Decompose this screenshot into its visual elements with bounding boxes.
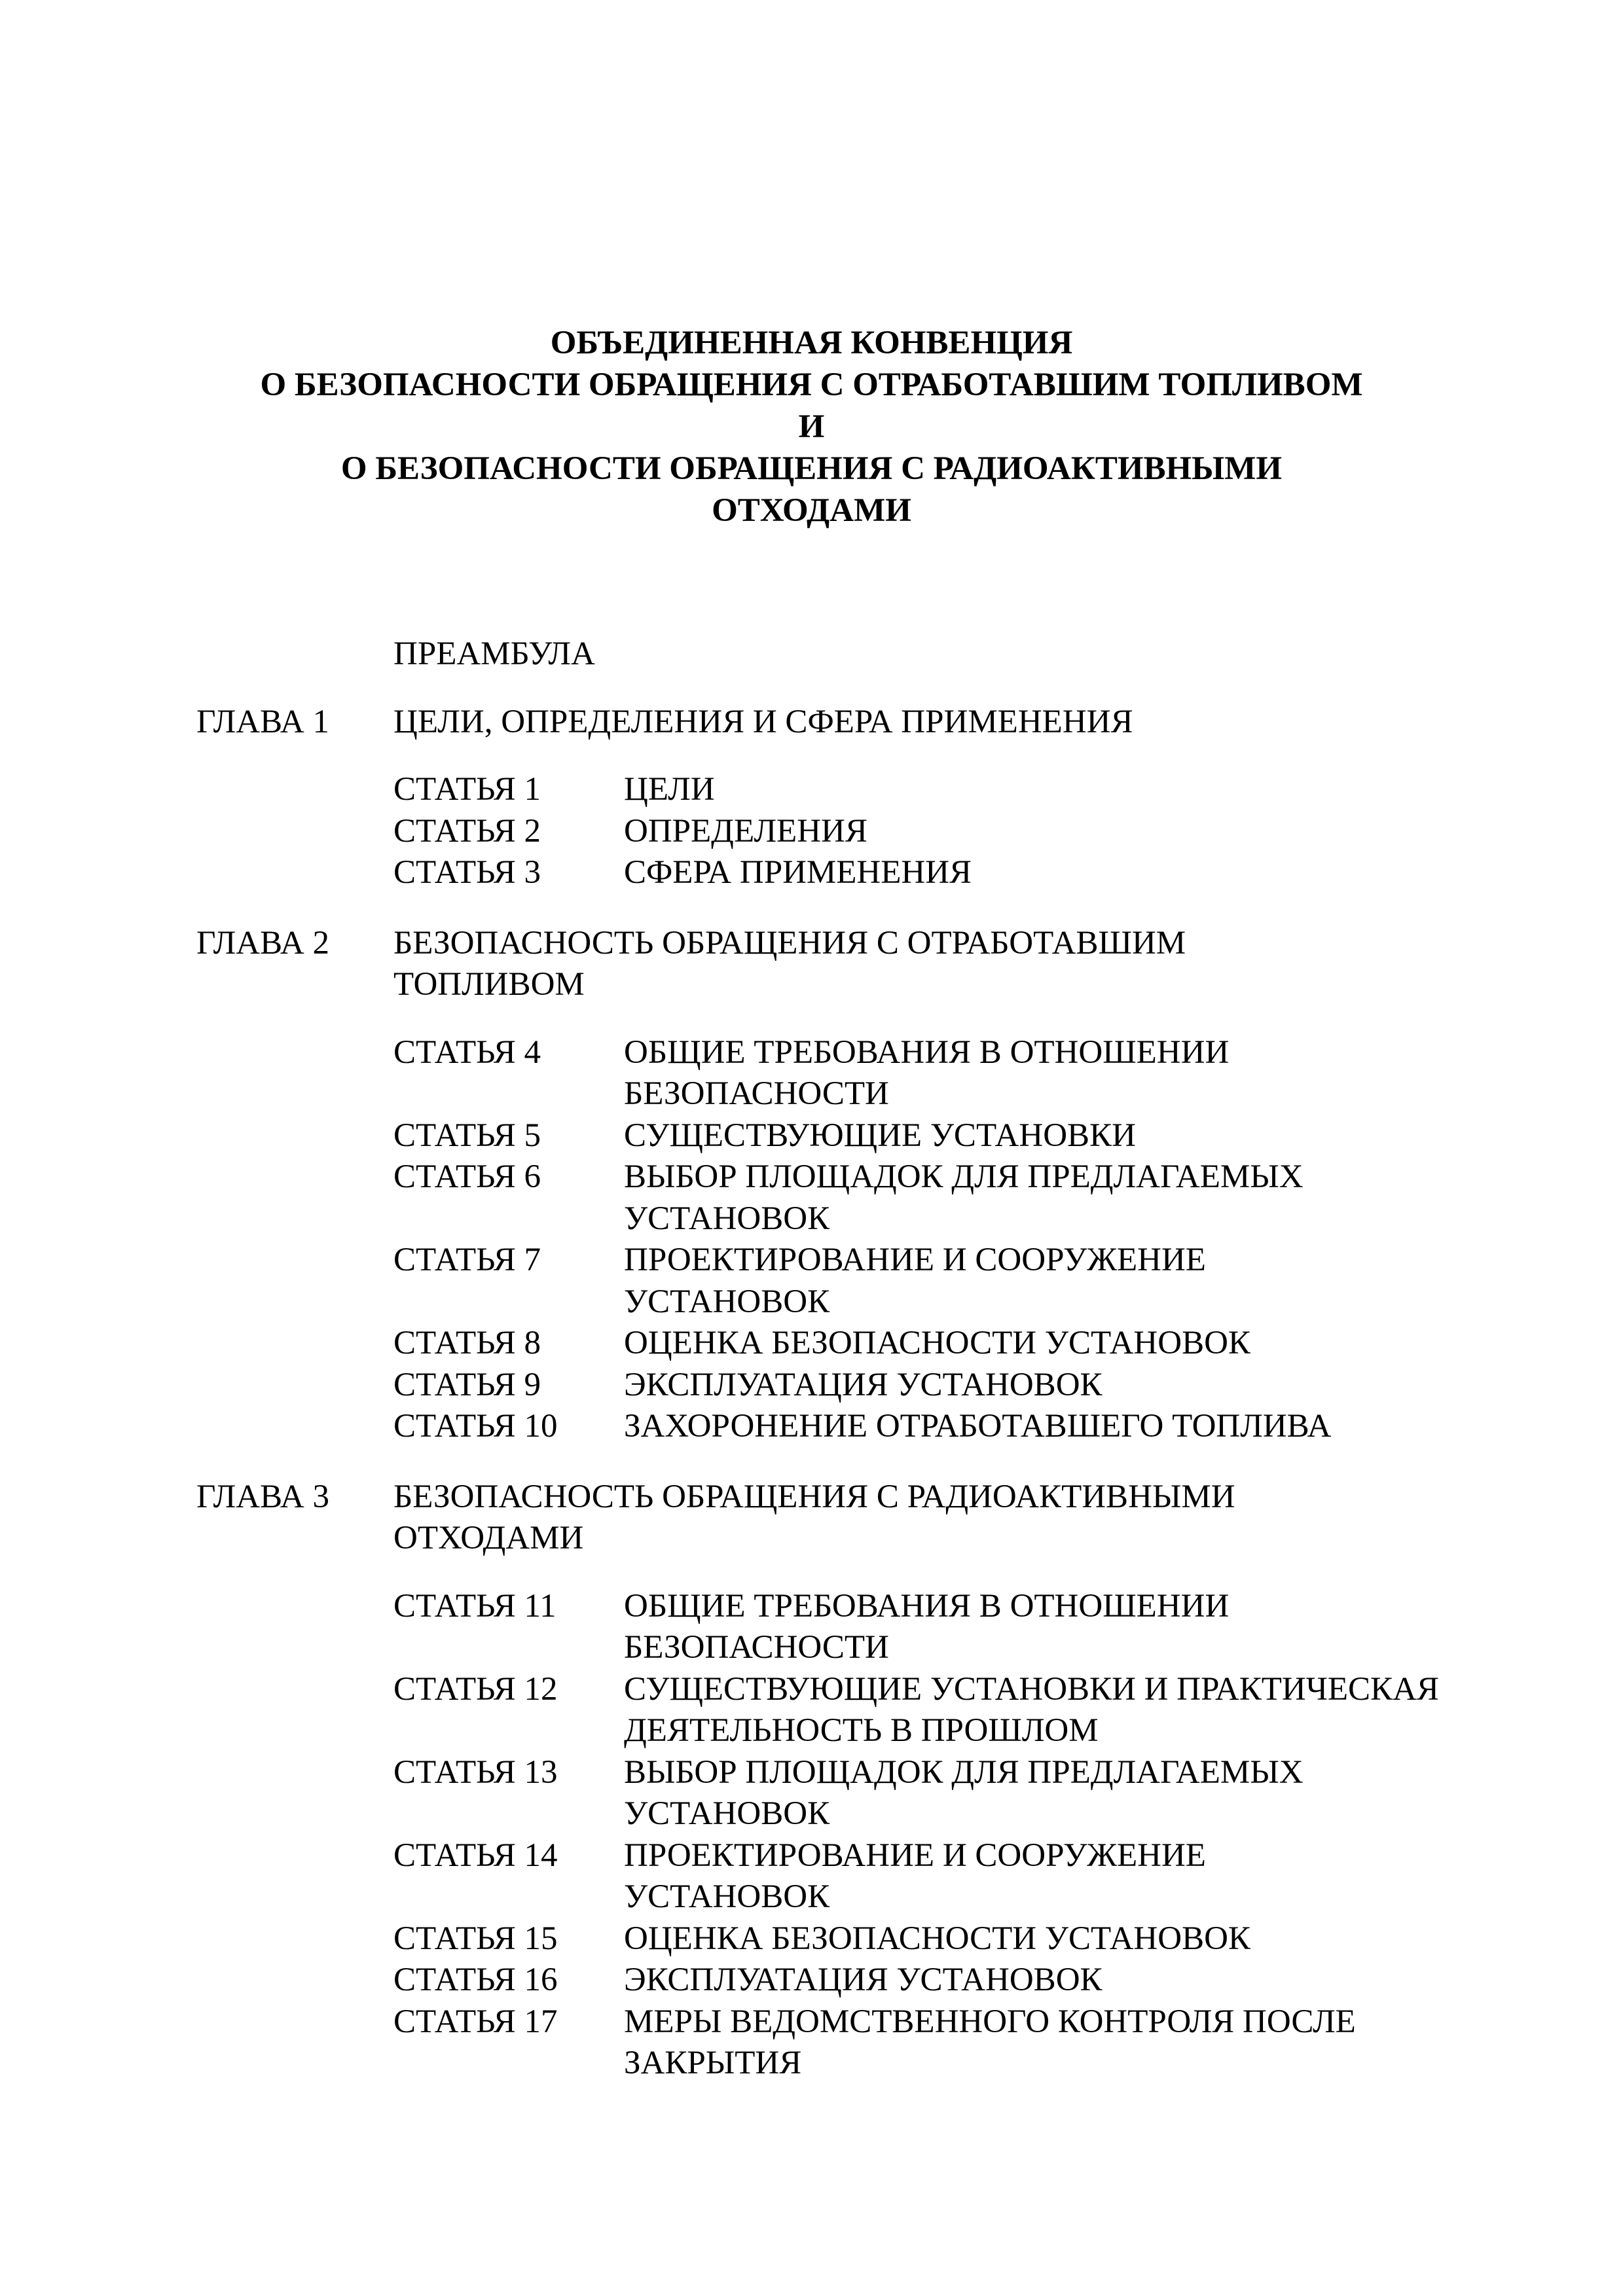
- article-title: СУЩЕСТВУЮЩИЕ УСТАНОВКИ: [624, 1117, 1136, 1154]
- article-label: СТАТЬЯ 11: [393, 1587, 556, 1624]
- article-entry: [393, 1752, 1506, 1835]
- article-entry: [393, 1115, 1506, 1157]
- article-title: МЕРЫ ВЕДОМСТВЕННОГО КОНТРОЛЯ ПОСЛЕ ЗАКРЫТИЯ: [624, 2003, 1356, 2081]
- article-entry: [393, 1240, 1506, 1323]
- chapter-label: ГЛАВА 3: [196, 1478, 329, 1515]
- article-entry: [393, 1960, 1506, 2001]
- table-of-contents: [196, 634, 1506, 2085]
- chapter-title: БЕЗОПАСНОСТЬ ОБРАЩЕНИЯ С РАДИОАКТИВНЫМИ ОТХОДАМИ: [393, 1478, 1235, 1556]
- article-label: СТАТЬЯ 14: [393, 1837, 558, 1874]
- chapter-2-entry: [196, 923, 1506, 1006]
- document-title: [0, 322, 1623, 531]
- article-entry: [393, 852, 1506, 894]
- article-label: СТАТЬЯ 2: [393, 812, 541, 850]
- chapter-label: ГЛАВА 2: [196, 924, 329, 961]
- chapter-3-entry: [196, 1477, 1506, 1560]
- article-title: ОЦЕНКА БЕЗОПАСНОСТИ УСТАНОВОК: [624, 1325, 1250, 1361]
- article-entry: [393, 2001, 1506, 2085]
- article-entry: [393, 811, 1506, 853]
- chapter-1-entry: [196, 702, 1506, 744]
- article-label: СТАТЬЯ 8: [393, 1325, 541, 1361]
- article-title: ЭКСПЛУАТАЦИЯ УСТАНОВОК: [624, 1366, 1103, 1403]
- article-label: СТАТЬЯ 17: [393, 2003, 558, 2040]
- article-title: ОПРЕДЕЛЕНИЯ: [624, 812, 867, 850]
- article-title: ЗАХОРОНЕНИЕ ОТРАБОТАВШЕГО ТОПЛИВА: [624, 1408, 1332, 1444]
- article-title: ВЫБОР ПЛОЩАДОК ДЛЯ ПРЕДЛАГАЕМЫХ УСТАНОВОК: [624, 1158, 1304, 1237]
- article-title: ОЦЕНКА БЕЗОПАСНОСТИ УСТАНОВОК: [624, 1920, 1250, 1957]
- article-label: СТАТЬЯ 9: [393, 1366, 541, 1403]
- article-label: СТАТЬЯ 16: [393, 1962, 558, 1998]
- article-label: СТАТЬЯ 12: [393, 1670, 558, 1708]
- article-title: ОБЩИЕ ТРЕБОВАНИЯ В ОТНОШЕНИИ БЕЗОПАСНОСТИ: [624, 1033, 1230, 1112]
- article-title: ПРОЕКТИРОВАНИЕ И СООРУЖЕНИЕ УСТАНОВОК: [624, 1837, 1206, 1915]
- chapter-title: БЕЗОПАСНОСТЬ ОБРАЩЕНИЯ С ОТРАБОТАВШИМ ТОПЛИВОМ: [393, 924, 1186, 1003]
- article-entry: [393, 1586, 1506, 1669]
- article-label: СТАТЬЯ 4: [393, 1033, 541, 1071]
- article-title: ПРОЕКТИРОВАНИЕ И СООРУЖЕНИЕ УСТАНОВОК: [624, 1242, 1206, 1320]
- chapter-label: ГЛАВА 1: [196, 703, 329, 740]
- article-label: СТАТЬЯ 7: [393, 1242, 541, 1278]
- title-line: И: [798, 408, 825, 445]
- article-entry: [393, 1032, 1506, 1115]
- article-label: СТАТЬЯ 6: [393, 1158, 541, 1195]
- article-label: СТАТЬЯ 15: [393, 1920, 558, 1957]
- article-title: ВЫБОР ПЛОЩАДОК ДЛЯ ПРЕДЛАГАЕМЫХ УСТАНОВОК: [624, 1753, 1304, 1832]
- article-title: СФЕРА ПРИМЕНЕНИЯ: [624, 854, 972, 891]
- article-entry: [393, 1365, 1506, 1407]
- article-label: СТАТЬЯ 13: [393, 1753, 558, 1791]
- article-entry: [393, 1157, 1506, 1240]
- article-label: СТАТЬЯ 3: [393, 854, 541, 891]
- article-label: СТАТЬЯ 5: [393, 1117, 541, 1154]
- title-line: О БЕЗОПАСНОСТИ ОБРАЩЕНИЯ С РАДИОАКТИВНЫМИ: [340, 450, 1283, 487]
- article-entry: [393, 1323, 1506, 1365]
- article-label: СТАТЬЯ 1: [393, 771, 541, 808]
- article-entry: [393, 1406, 1506, 1448]
- article-title: ЭКСПЛУАТАЦИЯ УСТАНОВОК: [624, 1962, 1103, 1998]
- article-entry: [393, 1918, 1506, 1960]
- article-entry: [393, 1835, 1506, 1918]
- title-line: ОБЪЕДИНЕННАЯ КОНВЕНЦИЯ: [550, 325, 1073, 361]
- article-title: ЦЕЛИ: [624, 771, 715, 808]
- chapter-title: ЦЕЛИ, ОПРЕДЕЛЕНИЯ И СФЕРА ПРИМЕНЕНИЯ: [393, 703, 1133, 740]
- preamble-entry: ПРЕАМБУЛА: [393, 636, 595, 672]
- article-title: СУЩЕСТВУЮЩИЕ УСТАНОВКИ И ПРАКТИЧЕСКАЯ ДЕЯТЕЛЬНОСТЬ В ПРОШЛОМ: [624, 1670, 1439, 1749]
- title-line: О БЕЗОПАСНОСТИ ОБРАЩЕНИЯ С ОТРАБОТАВШИМ ТОПЛИВОМ: [260, 367, 1363, 403]
- article-entry: [393, 1669, 1506, 1752]
- article-entry: [393, 769, 1506, 811]
- title-line: ОТХОДАМИ: [712, 492, 911, 529]
- article-title: ОБЩИЕ ТРЕБОВАНИЯ В ОТНОШЕНИИ БЕЗОПАСНОСТИ: [624, 1587, 1230, 1666]
- article-label: СТАТЬЯ 10: [393, 1408, 558, 1444]
